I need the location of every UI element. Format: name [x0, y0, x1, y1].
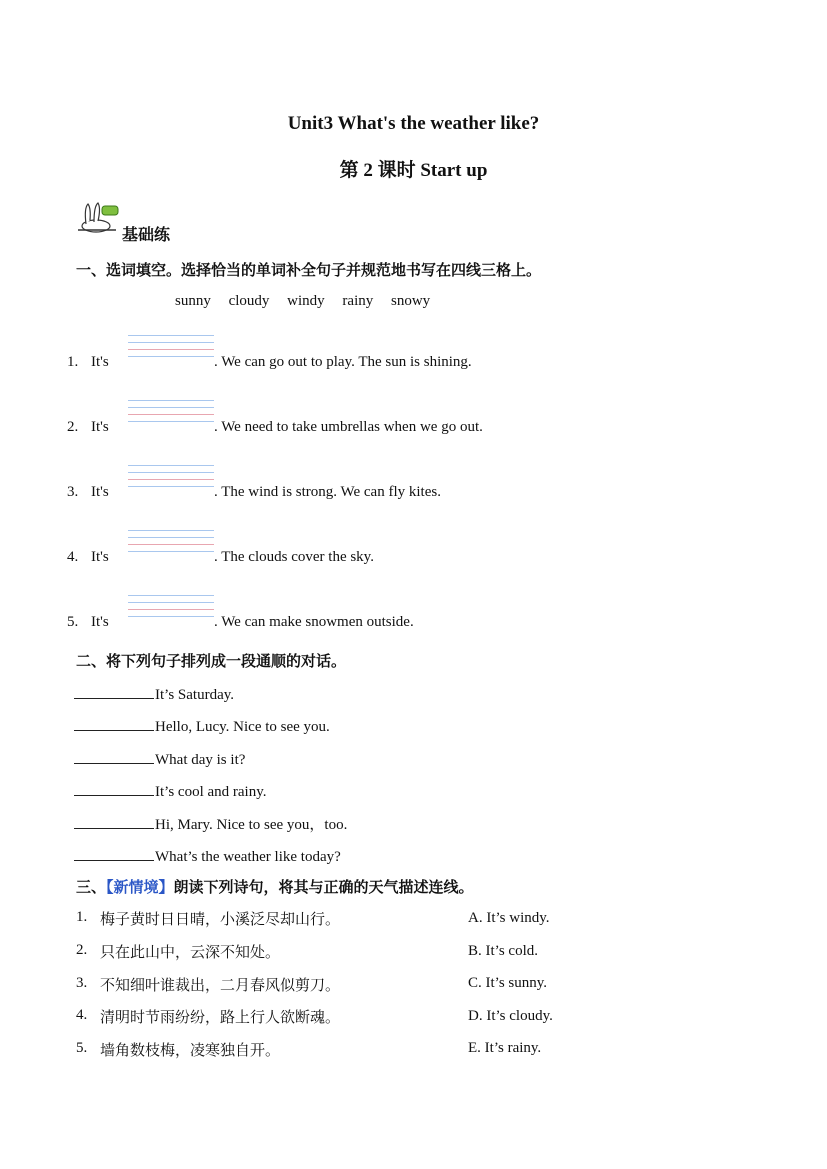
item-suffix: . We can make snowmen outside.	[214, 614, 414, 630]
item-prefix: It's	[91, 484, 109, 500]
four-line-grid[interactable]	[128, 595, 214, 627]
poem-line: 梅子黄时日日晴，小溪泛尽却山行。	[100, 912, 341, 928]
new-context-badge: 【新情境】	[106, 880, 174, 896]
section1-heading: 一、选词填空。选择恰当的单词补全句子并规范地书写在四线三格上。	[76, 263, 542, 279]
page-title: Unit3 What's the weather like?	[287, 113, 540, 134]
weather-option[interactable]: A. It’s windy.	[468, 910, 550, 926]
item-number: 2.	[67, 419, 79, 435]
item-suffix: . We need to take umbrellas when we go out.	[214, 419, 483, 435]
section3-heading: 三、【新情境】朗读下列诗句，将其与正确的天气描述连线。	[76, 880, 474, 896]
rabbit-mascot-icon	[76, 200, 120, 234]
answer-blank[interactable]	[74, 715, 154, 731]
weather-option[interactable]: C. It’s sunny.	[468, 975, 548, 991]
item-prefix: It's	[91, 549, 109, 565]
dialogue-line: What day is it?	[74, 748, 245, 769]
word-bank	[175, 293, 430, 310]
poem-line: 墙角数枝梅，凌寒独自开。	[100, 1043, 281, 1059]
poem-number: 5.	[76, 1040, 88, 1056]
poem-number: 3.	[76, 975, 88, 991]
word-snowy: snowy	[391, 293, 431, 309]
item-suffix: . We can go out to play. The sun is shining.	[214, 354, 472, 370]
item-prefix: It's	[91, 614, 109, 630]
poem-number: 2.	[76, 942, 88, 958]
item-number: 5.	[67, 614, 79, 630]
item-number: 3.	[67, 484, 79, 500]
word-rainy: rainy	[342, 293, 374, 309]
answer-blank[interactable]	[74, 748, 154, 764]
weather-option[interactable]: E. It’s rainy.	[468, 1040, 542, 1056]
weather-option[interactable]: B. It’s cold.	[468, 943, 538, 959]
answer-blank[interactable]	[74, 813, 154, 829]
item-prefix: It's	[91, 354, 109, 370]
four-line-grid[interactable]	[128, 335, 214, 367]
poem-number: 4.	[76, 1007, 88, 1023]
page-subtitle: 第 2 课时 Start up	[339, 160, 488, 181]
dialogue-line: Hi, Mary. Nice to see you，too.	[74, 813, 347, 834]
four-line-grid[interactable]	[128, 530, 214, 562]
dialogue-line: Hello, Lucy. Nice to see you.	[74, 715, 330, 736]
section2-heading: 二、将下列句子排列成一段通顺的对话。	[76, 654, 347, 670]
item-number: 1.	[67, 354, 79, 370]
dialogue-line: What’s the weather like today?	[74, 845, 341, 866]
four-line-grid[interactable]	[128, 465, 214, 497]
word-windy: windy	[287, 293, 325, 309]
poem-line: 不知细叶谁裁出，二月春风似剪刀。	[100, 978, 341, 994]
answer-blank[interactable]	[74, 845, 154, 861]
dialogue-line: It’s Saturday.	[74, 683, 234, 704]
weather-option[interactable]: D. It’s cloudy.	[468, 1008, 553, 1024]
four-line-grid[interactable]	[128, 400, 214, 432]
item-prefix: It's	[91, 419, 109, 435]
word-sunny: sunny	[175, 293, 211, 309]
poem-number: 1.	[76, 909, 88, 925]
item-number: 4.	[67, 549, 79, 565]
word-cloudy: cloudy	[228, 293, 270, 309]
answer-blank[interactable]	[74, 683, 154, 699]
poem-line: 清明时节雨纷纷，路上行人欲断魂。	[100, 1010, 341, 1026]
answer-blank[interactable]	[74, 780, 154, 796]
item-suffix: . The wind is strong. We can fly kites.	[214, 484, 441, 500]
item-suffix: . The clouds cover the sky.	[214, 549, 374, 565]
dialogue-line: It’s cool and rainy.	[74, 780, 267, 801]
practice-label: 基础练	[122, 227, 171, 244]
poem-line: 只在此山中，云深不知处。	[100, 945, 281, 961]
